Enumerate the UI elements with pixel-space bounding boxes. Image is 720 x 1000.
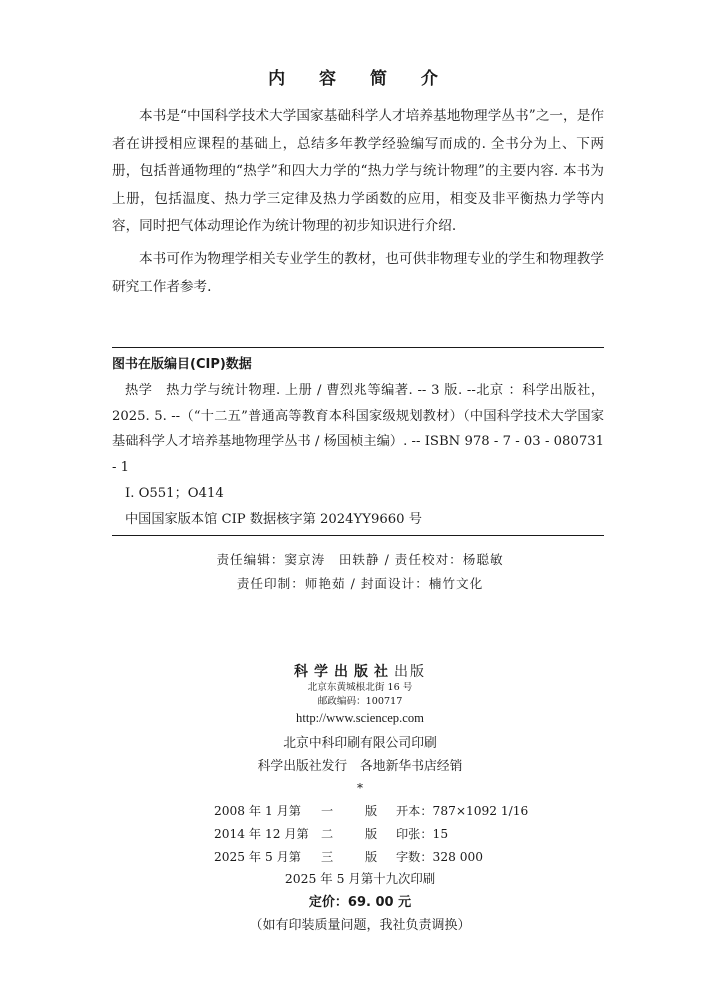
- publisher-url[interactable]: http://www.sciencep.com: [296, 711, 424, 725]
- editor-credits: [0, 548, 720, 596]
- edition-word: 版: [365, 850, 378, 864]
- printing-info: [0, 732, 720, 778]
- distribution-line: 科学出版社发行 各地新华书店经销: [257, 759, 463, 774]
- cip-bottom-rule: [112, 535, 604, 536]
- publisher-postcode: 邮政编码：100717: [317, 696, 403, 707]
- edition-table: [214, 800, 528, 869]
- intro-paragraph-1: [112, 103, 604, 241]
- intro-paragraph-2: [112, 246, 604, 301]
- edition-word: 版: [365, 827, 378, 841]
- edition-row: [214, 800, 528, 823]
- edition-row: [214, 846, 528, 869]
- separator-star: *: [357, 781, 363, 795]
- publisher-suffix: 出版: [394, 664, 426, 680]
- cip-block: [112, 352, 604, 533]
- quality-notice: （如有印装质量问题，我社负责调换）: [249, 918, 471, 933]
- edition-date: 2025 年 5 月第: [214, 850, 301, 864]
- edition-spec: 印张：15: [396, 827, 449, 841]
- edition-date: 2008 年 1 月第: [214, 804, 301, 818]
- edition-date: 2014 年 12 月第: [214, 827, 309, 841]
- edition-spec: 字数：328 000: [396, 850, 483, 864]
- credits-line-2: 责任印制：师艳茹 / 封面设计：楠竹文化: [236, 576, 484, 591]
- reprint-line: 2025 年 5 月第十九次印刷: [284, 871, 436, 886]
- cip-classification: Ⅰ. O551；O414: [125, 485, 224, 501]
- publisher-address: 北京东黄城根北街 16 号: [307, 682, 413, 693]
- cip-verification: 中国国家版本馆 CIP 数据核字第 2024YY9660 号: [125, 511, 422, 527]
- price-label: 定价：69. 00 元: [308, 895, 412, 910]
- publisher-name: 科学出版社: [294, 664, 394, 680]
- edition-number: 一: [321, 804, 334, 818]
- cip-top-rule: [112, 347, 604, 348]
- edition-number: 三: [321, 850, 334, 864]
- publisher-block: [0, 661, 720, 727]
- intro-text-1: 本书是“中国科学技术大学国家基础科学人才培养基地物理学丛书”之一，是作者在讲授相应课程的基础上，总结多年教学经验编写而成的. 全书分为上、下两册，包括普通物理的“热学”和四大力学的“热力学与统计物理”的主要内容. 本书为上册，包括温度、热力学三定律及热力学函数的应用，相变及非平衡热力学等内容，同时把气体动理论作为统计物理的初步知识进行介绍.: [112, 108, 604, 234]
- intro-text-2: 本书可作为物理学相关专业学生的教材，也可供非物理专业的学生和物理教学研究工作者参考.: [112, 251, 604, 295]
- credits-line-1: 责任编辑：窦京涛 田轶静 / 责任校对：杨聪敏: [216, 552, 504, 567]
- edition-spec: 开本：787×1092 1/16: [396, 804, 529, 818]
- cip-heading: 图书在版编目(CIP)数据: [112, 357, 252, 372]
- printer-line: 北京中科印刷有限公司印刷: [283, 736, 437, 751]
- edition-row: [214, 823, 528, 846]
- cip-body: 热学 热力学与统计物理. 上册 / 曹烈兆等编著. -- 3 版. --北京 ：科学出版社，2025. 5. --（“十二五”普通高等教育本科国家级规划教材）（中国科学技术大学国家基础科学人才培养基地物理学丛书 / 杨国桢主编）. -- ISBN 978 - 7 - 03 - 080731 - 1: [112, 382, 604, 476]
- edition-word: 版: [365, 804, 378, 818]
- edition-number: 二: [321, 827, 334, 841]
- page-title: 内 容 简 介: [268, 69, 452, 89]
